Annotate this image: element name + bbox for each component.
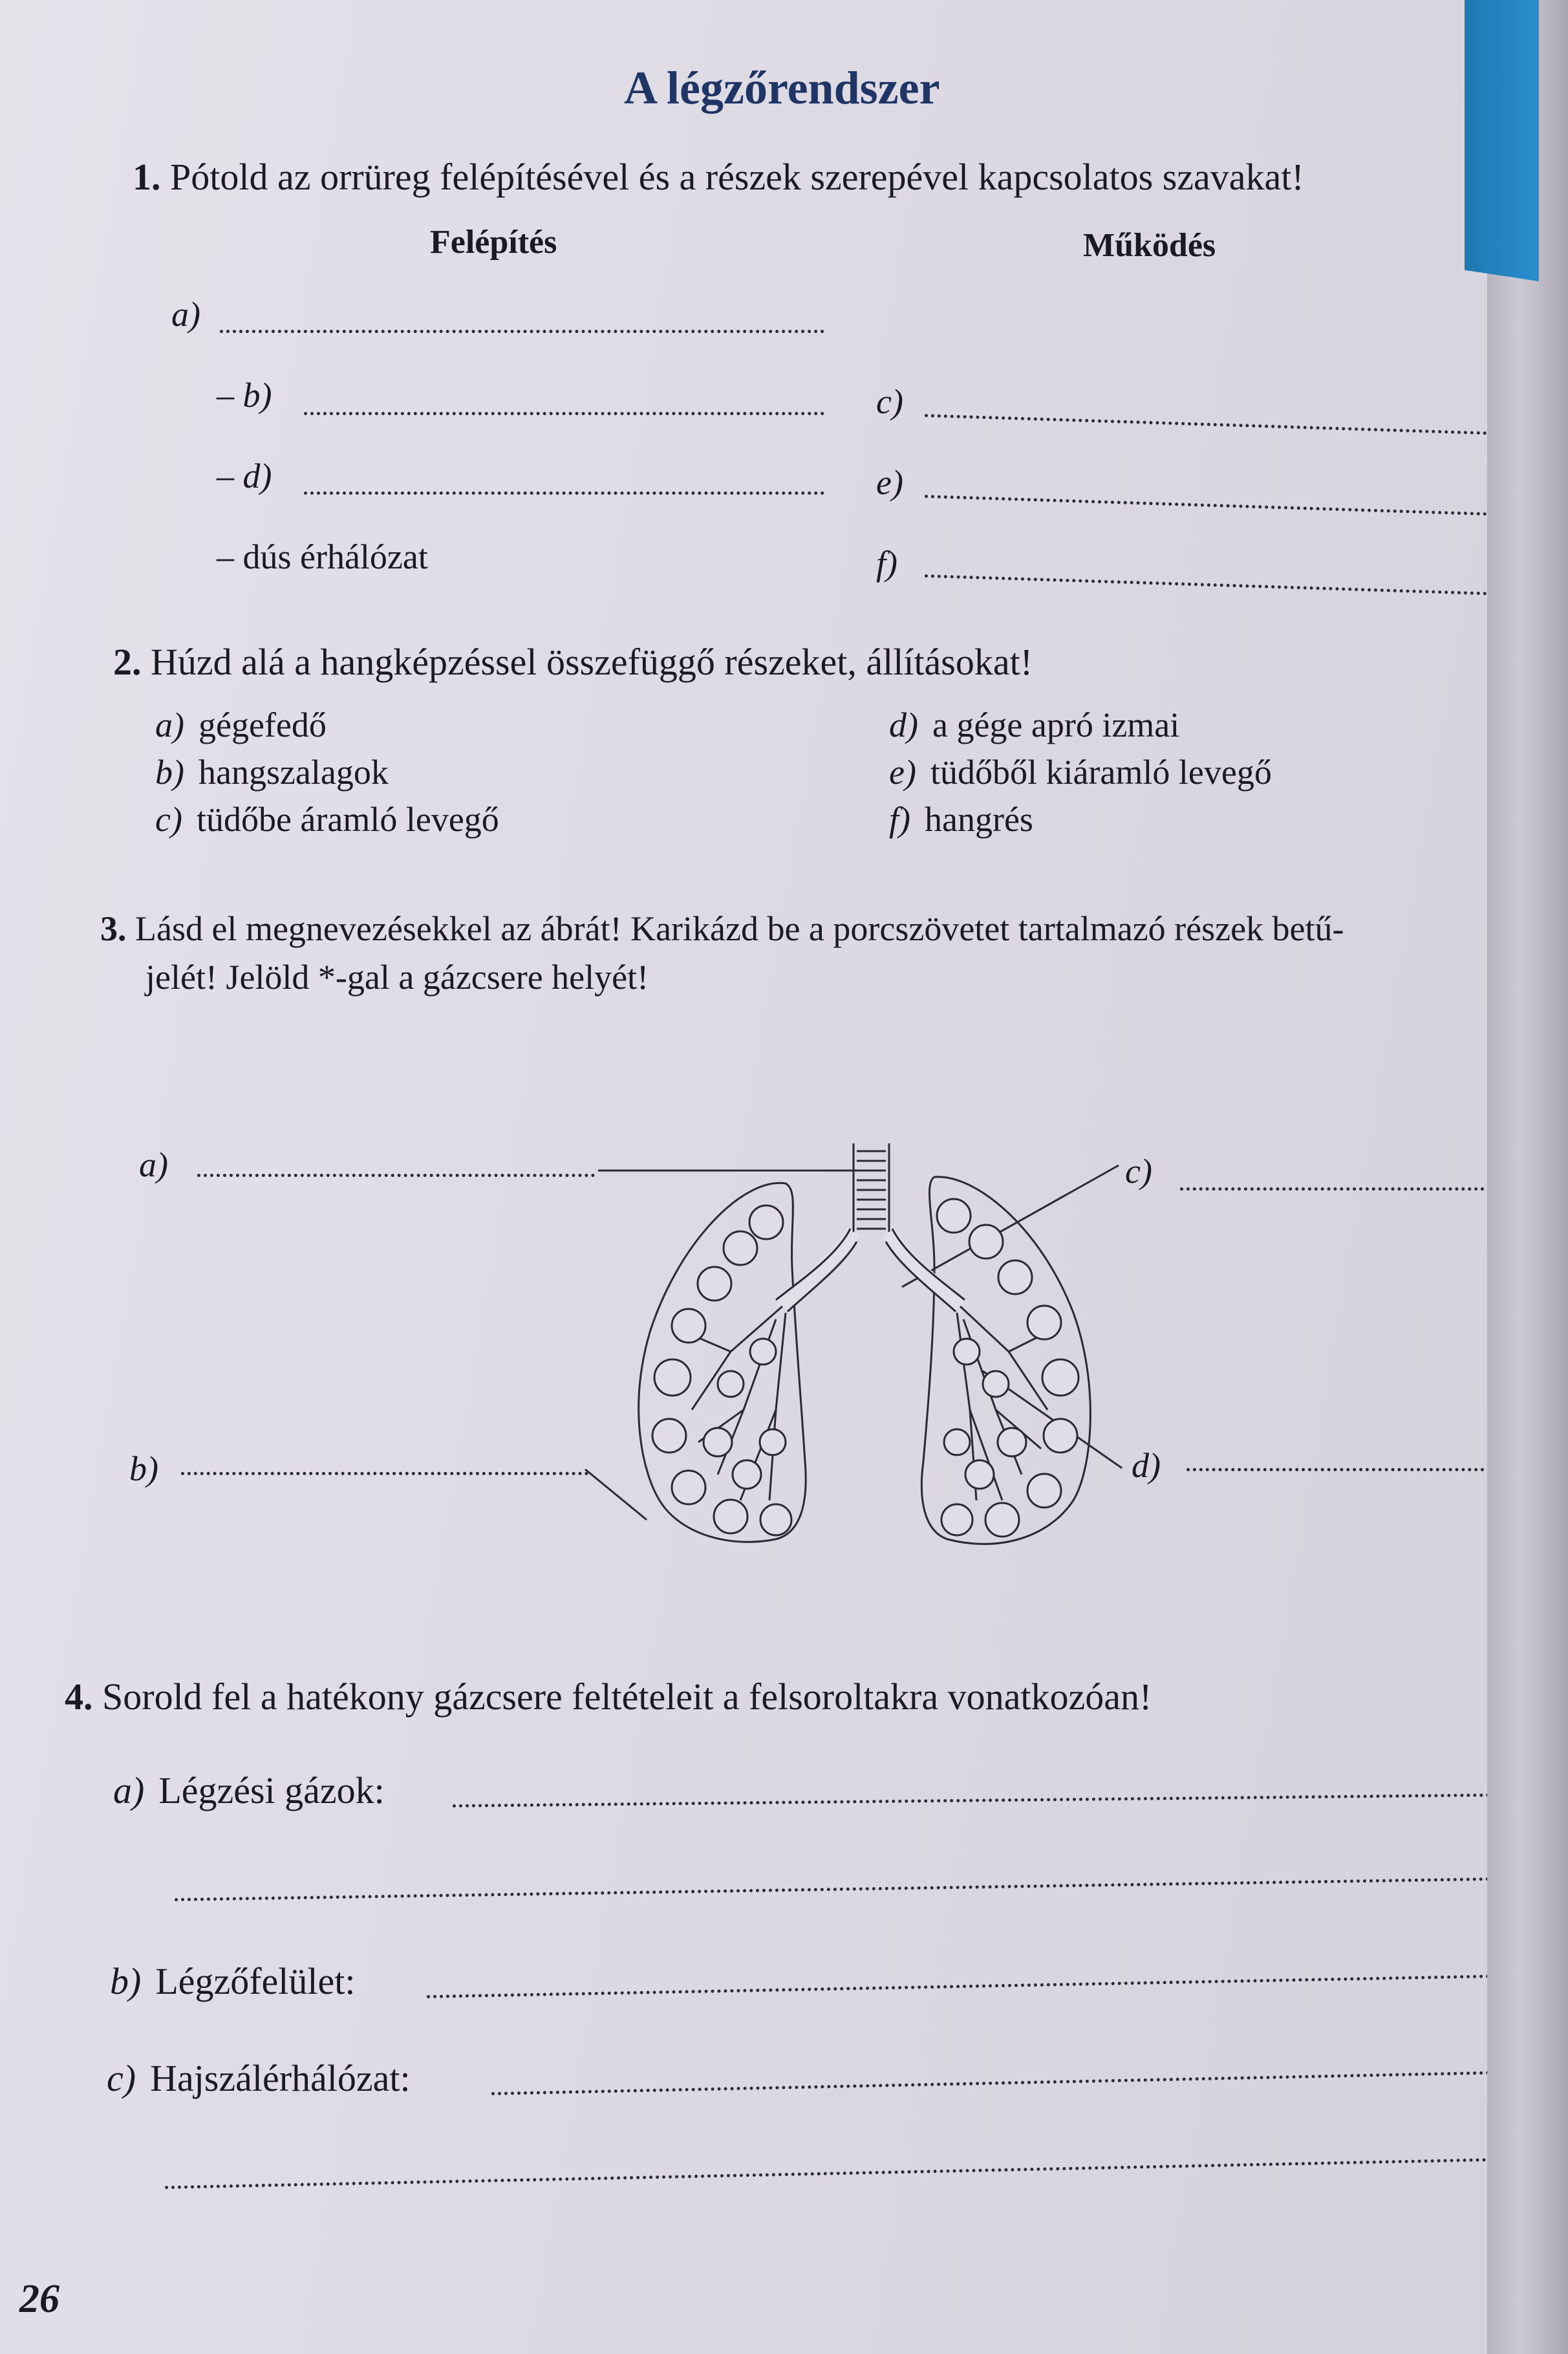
q1-answer-line-e[interactable]: [925, 495, 1487, 515]
q3-label-d: d): [1132, 1446, 1161, 1485]
q1-answer-line-f[interactable]: [925, 574, 1487, 595]
q2-option-a-label: a): [155, 706, 184, 744]
lungs-illustration: [582, 1138, 1151, 1591]
q1-label-f: f): [876, 544, 897, 583]
q2-option-d-text: a gége apró izmai: [932, 706, 1180, 744]
q2-option-f-text: hangrés: [925, 800, 1033, 839]
q2-option-d-label: d): [889, 706, 918, 744]
q3-line1: Lásd el megnevezésekkel az ábrát! Karikázd be a porcszövetet tartalmazó részek betű-: [135, 909, 1344, 948]
q1-label-d: – d): [217, 457, 272, 495]
q3-answer-line-d[interactable]: [1187, 1468, 1487, 1471]
q3-answer-line-a[interactable]: [197, 1174, 595, 1177]
q2-option-b[interactable]: [155, 752, 389, 792]
q4-item-a-label: a): [113, 1769, 145, 1811]
page-title: A légzőrendszer: [624, 62, 940, 114]
q1-number: 1.: [133, 156, 161, 198]
q2-option-f-label: f): [889, 800, 910, 839]
q4-item-b: [110, 1960, 356, 2003]
q3-label-b: b): [129, 1449, 158, 1488]
q2-heading: [113, 640, 1033, 684]
q4-number: 4.: [65, 1676, 93, 1718]
q1-label-e: e): [876, 463, 903, 502]
q2-option-c-label: c): [155, 800, 182, 839]
q2-option-a-text: gégefedő: [198, 706, 327, 744]
page-edge: [1487, 0, 1568, 2354]
q4-item-b-label: b): [110, 1960, 142, 2002]
q4-item-c: [107, 2057, 411, 2100]
q4-item-a-text: Légzési gázok:: [158, 1769, 385, 1811]
q1-col-right: Működés: [1083, 227, 1216, 264]
q4-item-c-label: c): [107, 2057, 136, 2099]
page-number: 26: [19, 2277, 59, 2321]
q1-answer-line-d[interactable]: [304, 491, 824, 495]
q4-text: Sorold fel a hatékony gázcsere feltételeit a felsoroltakra vonatkozóan!: [102, 1676, 1152, 1718]
leader-line-b: [585, 1469, 647, 1520]
q1-label-a: a): [171, 295, 200, 334]
q2-option-c-text: tüdőbe áramló levegő: [196, 800, 499, 839]
q4-answer-line-c1[interactable]: [491, 2071, 1487, 2095]
q2-option-b-label: b): [155, 753, 184, 792]
chapter-tab-marker: [1465, 0, 1539, 281]
q1-col-left: Felépítés: [430, 224, 557, 261]
q4-answer-line-b[interactable]: [427, 1974, 1487, 1998]
q1-heading: [133, 155, 1304, 199]
q4-item-c-text: Hajszálérhálózat:: [150, 2057, 411, 2099]
q2-option-f[interactable]: [889, 799, 1033, 839]
q2-option-a[interactable]: [155, 705, 327, 745]
q1-answer-line-b[interactable]: [304, 412, 824, 415]
q3-answer-line-b[interactable]: [181, 1472, 588, 1475]
q2-option-e-label: e): [889, 753, 916, 792]
q4-answer-line-a2[interactable]: [175, 1877, 1487, 1901]
q4-item-b-text: Légzőfelület:: [155, 1960, 356, 2002]
q2-option-d[interactable]: [889, 705, 1179, 745]
q1-answer-line-a[interactable]: [220, 330, 824, 333]
q3-label-a: a): [139, 1145, 168, 1184]
q2-option-e[interactable]: [889, 752, 1272, 792]
q3-line2: jelét! Jelöld *-gal a gázcsere helyét!: [145, 958, 649, 997]
q3-heading: [100, 909, 1344, 949]
q4-answer-line-c2[interactable]: [165, 2158, 1487, 2189]
q1-label-b: – b): [217, 376, 272, 415]
q1-item-dus-erhalozat: – dús érhálózat: [217, 537, 428, 576]
q3-answer-line-c[interactable]: [1180, 1187, 1487, 1191]
q1-text: Pótold az orrüreg felépítésével és a részek szerepével kapcsolatos szavakat!: [170, 156, 1304, 198]
q2-option-e-text: tüdőből kiáramló levegő: [930, 753, 1272, 792]
q2-option-c[interactable]: [155, 799, 499, 839]
q2-option-b-text: hangszalagok: [198, 753, 389, 792]
q4-answer-line-a1[interactable]: [453, 1793, 1487, 1808]
q4-heading: [65, 1675, 1152, 1718]
q1-answer-line-c[interactable]: [925, 414, 1487, 435]
q2-text: Húzd alá a hangképzéssel összefüggő részeket, állításokat!: [151, 641, 1033, 683]
q3-label-c: c): [1125, 1152, 1152, 1191]
q4-item-a: [113, 1769, 385, 1812]
q3-number: 3.: [100, 909, 127, 948]
q1-label-c: c): [876, 382, 903, 421]
q2-number: 2.: [113, 641, 142, 683]
